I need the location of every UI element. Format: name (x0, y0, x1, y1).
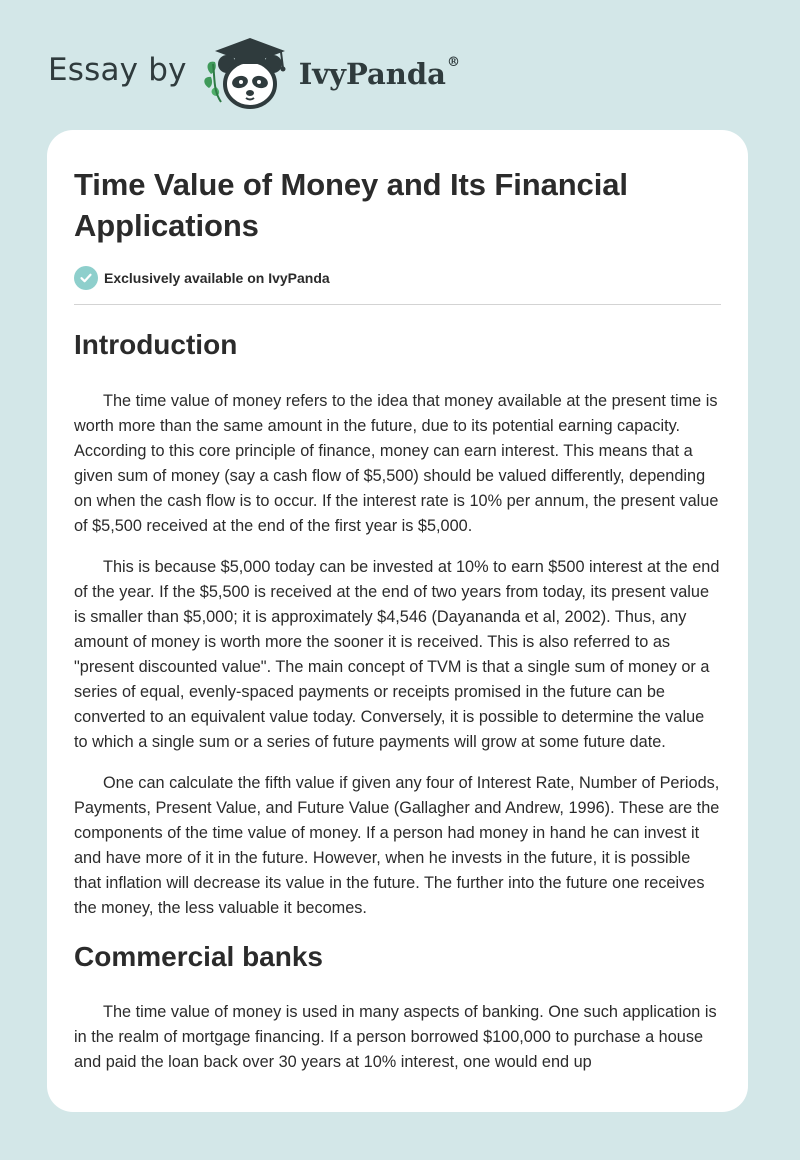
section-heading-commercial-banks: Commercial banks (74, 941, 323, 972)
article-title: Time Value of Money and Its Financial Applications (74, 167, 628, 243)
paragraph: One can calculate the fifth value if given any four of Interest Rate, Number of Periods, Payments, Present Value, and Future Value (Gallagher and Andrew, 1996). These are the components of the time value of money. If a person had money in hand he can invest it and have more of it in the future. However, when he invests in the future, it is possible that inflation will decrease its value in the future. The further into the future one receives the money, the less valuable it becomes. (74, 774, 720, 917)
article-card (47, 130, 748, 1112)
paragraph: The time value of money refers to the idea that money available at the present time is worth more than the same amount in the future, due to its potential earning capacity. According to this core principle of finance, money can earn interest. This means that a given sum of money (say a cash flow of $5,500) should be valued differently, depending on when the cash flow is to occur. If the interest rate is 10% per annum, the present value of $5,500 received at the end of the first year is $5,000. (74, 392, 719, 535)
paragraph: The time value of money is used in many aspects of banking. One such application is in the realm of mortgage financing. If a person borrowed $100,000 to purchase a house and paid the loan back over 30 years at 10% interest, one would end up (74, 1003, 717, 1071)
check-circle-icon (74, 266, 98, 290)
exclusive-badge (74, 266, 721, 305)
section-heading-introduction: Introduction (74, 329, 238, 360)
exclusive-label: Exclusively available on IvyPanda (104, 270, 330, 286)
ivypanda-logo-icon[interactable] (201, 34, 293, 110)
brand-name[interactable]: IvyPanda® (298, 55, 460, 91)
registered-mark: ® (446, 55, 460, 70)
paragraph: This is because $5,000 today can be invested at 10% to earn $500 interest at the end of the year. If the $5,500 is received at the end of two years from today, its present value is smaller than $5,000; it is approximately $4,546 (Dayananda et al, 2002). Thus, any amount of money is worth more the sooner it is received. This is also referred to as "present discounted value". The main concept of TVM is that a single sum of money or a series of equal, evenly-spaced payments or receipts promised in the future can be converted to an equivalent value today. Conversely, it is possible to determine the value to which a single sum or a series of future payments will grow at some future date. (74, 558, 720, 751)
site-header (48, 32, 460, 112)
essay-by-label: Essay by (48, 52, 187, 88)
